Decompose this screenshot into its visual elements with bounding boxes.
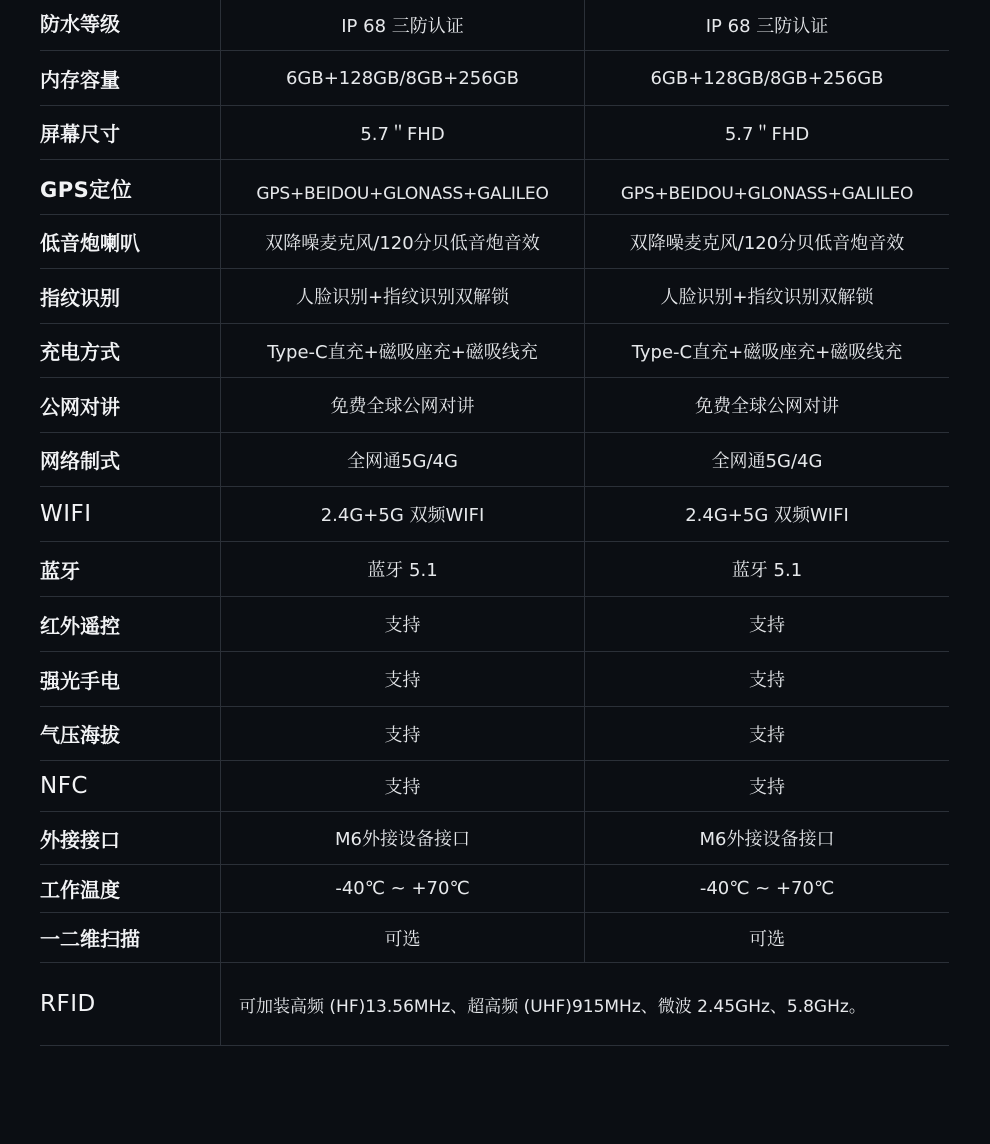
- spec-row-nfc: [40, 761, 949, 812]
- spec-value-model-1: 免费全球公网对讲: [221, 378, 585, 432]
- spec-value-model-2: 2.4G+5G 双频WIFI: [685, 505, 849, 526]
- spec-row-interface: [40, 812, 949, 865]
- spec-row-memory: [40, 51, 949, 106]
- spec-label: 红外遥控: [40, 597, 221, 651]
- spec-value-model-1: 支持: [221, 597, 585, 651]
- spec-label: 工作温度: [40, 865, 221, 912]
- spec-label: 充电方式: [40, 324, 221, 377]
- spec-value-model-1: -40℃ ~ +70℃: [221, 865, 585, 912]
- spec-value-model-2: 全网通5G/4G: [711, 450, 823, 472]
- spec-value-model-2: 支持: [749, 670, 785, 691]
- spec-value-model-2: Type-C直充+磁吸座充+磁吸线充: [631, 341, 903, 363]
- spec-value-model-1: GPS+BEIDOU+GLONASS+GALILEO: [221, 160, 585, 214]
- spec-value-model-1: 2.4G+5G 双频WIFI: [221, 487, 585, 541]
- spec-row-fingerprint: [40, 269, 949, 324]
- spec-row-barometer: [40, 707, 949, 761]
- spec-value-model-1: 全网通5G/4G: [221, 433, 585, 486]
- spec-value-model-2: IP 68 三防认证: [705, 16, 829, 37]
- spec-value-model-2: 支持: [749, 777, 785, 798]
- spec-row-screen: [40, 106, 949, 160]
- spec-row-network: [40, 433, 949, 487]
- spec-row-ptt: [40, 378, 949, 433]
- spec-label: 屏幕尺寸: [40, 106, 221, 159]
- spec-value-model-1: IP 68 三防认证: [221, 0, 585, 50]
- spec-value-model-1: Type-C直充+磁吸座充+磁吸线充: [221, 324, 585, 377]
- spec-value-model-1: 6GB+128GB/8GB+256GB: [221, 51, 585, 105]
- spec-value-model-1: 5.7＂FHD: [221, 106, 585, 159]
- spec-value-model-2: -40℃ ~ +70℃: [699, 878, 835, 899]
- spec-value-model-2: 免费全球公网对讲: [695, 396, 839, 417]
- spec-label: 低音炮喇叭: [40, 215, 221, 268]
- spec-row-gps: [40, 160, 949, 215]
- spec-value-model-1: M6外接设备接口: [221, 812, 585, 864]
- spec-value-model-2: 5.7＂FHD: [724, 123, 810, 145]
- spec-value-model-1: 可选: [221, 913, 585, 962]
- spec-label: NFC: [40, 761, 221, 811]
- spec-value-model-1: 支持: [221, 761, 585, 811]
- spec-label: GPS定位: [40, 160, 221, 214]
- spec-value-rfid: 可加装高频 (HF)13.56MHz、超高频 (UHF)915MHz、微波 2.45GHz、5.8GHz。: [239, 996, 866, 1017]
- spec-label: 网络制式: [40, 433, 221, 486]
- spec-value-model-2: GPS+BEIDOU+GLONASS+GALILEO: [620, 184, 914, 204]
- spec-value-model-2: 人脸识别+指纹识别双解锁: [660, 287, 874, 308]
- spec-value-model-1: 支持: [221, 652, 585, 706]
- spec-value-model-2: M6外接设备接口: [699, 829, 835, 850]
- spec-label: 外接接口: [40, 812, 221, 864]
- spec-label: 公网对讲: [40, 378, 221, 432]
- spec-label: 气压海拔: [40, 707, 221, 760]
- spec-row-charging: [40, 324, 949, 378]
- spec-label: 防水等级: [40, 0, 221, 50]
- spec-value-model-2: 支持: [749, 724, 785, 746]
- spec-value-model-2: 支持: [749, 615, 785, 636]
- spec-row-rfid: [40, 963, 949, 1046]
- spec-value-model-2: 双降噪麦克风/120分贝低音炮音效: [629, 232, 905, 254]
- spec-comparison-table: [40, 0, 949, 1046]
- spec-label: 指纹识别: [40, 269, 221, 323]
- spec-label: RFID: [40, 963, 221, 1045]
- spec-label: 蓝牙: [40, 542, 221, 596]
- spec-value-model-2: 可选: [749, 928, 785, 950]
- spec-row-waterproof: [40, 0, 949, 51]
- spec-row-speaker: [40, 215, 949, 269]
- spec-value-model-2: 6GB+128GB/8GB+256GB: [650, 67, 884, 89]
- spec-value-model-1: 双降噪麦克风/120分贝低音炮音效: [221, 215, 585, 268]
- spec-row-infrared: [40, 597, 949, 652]
- spec-row-temperature: [40, 865, 949, 913]
- spec-label: 一二维扫描: [40, 913, 221, 962]
- spec-row-scanner: [40, 913, 949, 963]
- spec-label: 强光手电: [40, 652, 221, 706]
- spec-row-bluetooth: [40, 542, 949, 597]
- spec-value-model-2: 蓝牙 5.1: [731, 560, 803, 581]
- spec-label: 内存容量: [40, 51, 221, 105]
- spec-value-model-1: 蓝牙 5.1: [221, 542, 585, 596]
- spec-label: WIFI: [40, 487, 221, 541]
- spec-row-wifi: [40, 487, 949, 542]
- spec-row-flashlight: [40, 652, 949, 707]
- spec-value-model-1: 人脸识别+指纹识别双解锁: [221, 269, 585, 323]
- spec-value-model-1: 支持: [221, 707, 585, 760]
